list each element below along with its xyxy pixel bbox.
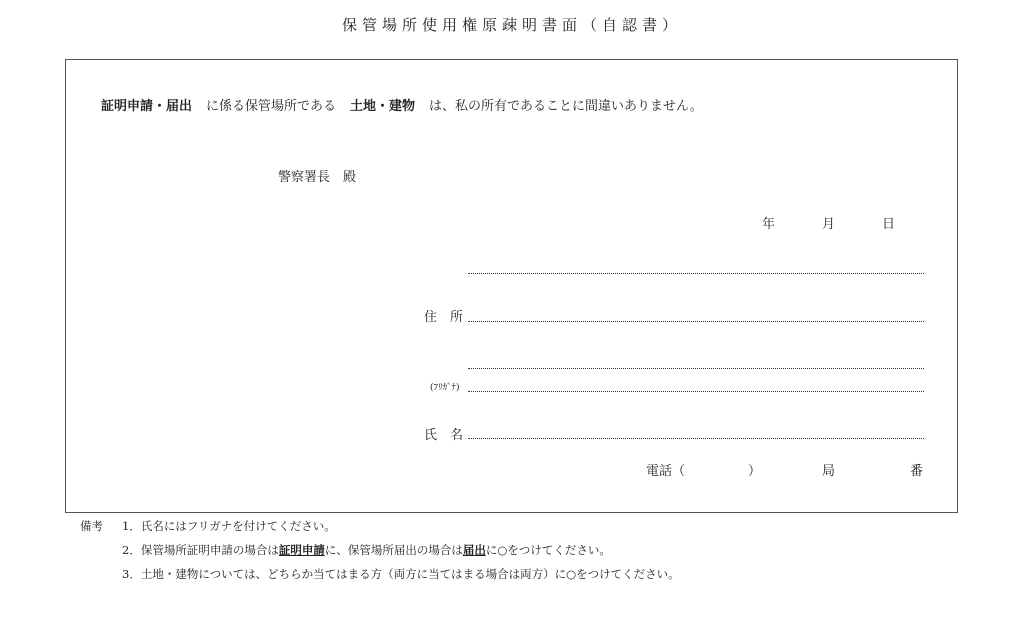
addressee: 警察署長 殿 <box>278 170 357 185</box>
note-2 <box>122 542 611 558</box>
phone-number-label: 番 <box>910 464 924 479</box>
note-2-part-a: 2．保管場所証明申請の場合は <box>122 543 279 557</box>
application-type-options[interactable]: 証明申請・届出 <box>101 99 193 114</box>
furigana-line-upper[interactable] <box>468 368 924 369</box>
address-line-2[interactable] <box>468 321 924 322</box>
property-type-options[interactable]: 土地・建物 <box>350 99 416 114</box>
declaration-statement <box>101 95 703 114</box>
note-2-part-c: に、保管場所届出の場合は <box>324 543 463 557</box>
declaration-box <box>65 59 958 513</box>
note-2-part-e: に○をつけてください。 <box>485 543 611 557</box>
note-2-emph-notification: 届出 <box>462 543 486 557</box>
date-year-label: 年 <box>762 217 776 232</box>
date-month-label: 月 <box>822 217 836 232</box>
date-day-label: 日 <box>882 217 896 232</box>
phone-close-paren: ） <box>748 464 762 479</box>
address-label: 住 所 <box>424 310 464 325</box>
statement-text-2: は、私の所有であることに間違いありません。 <box>429 99 703 114</box>
note-2-emph-certification: 証明申請 <box>278 543 325 557</box>
note-1: 1．氏名にはフリガナを付けてください。 <box>122 519 336 533</box>
phone-exchange-label: 局 <box>822 464 836 479</box>
address-line-1[interactable] <box>468 273 924 274</box>
document-title: 保管場所使用権原疎明書面（自認書） <box>341 16 682 34</box>
furigana-label: (ﾌﾘｶﾞﾅ) <box>430 383 460 393</box>
note-3: 3．土地・建物については、どちらか当てはまる方（両方に当てはまる場合は両方）に○をつけてください。 <box>122 567 680 581</box>
name-label: 氏 名 <box>424 428 464 443</box>
furigana-field[interactable] <box>468 391 924 392</box>
notes-heading: 備考 <box>80 519 103 533</box>
phone-label: 電話（ <box>646 464 686 479</box>
name-field[interactable] <box>468 438 924 439</box>
statement-text-1: に係る保管場所である <box>206 99 337 114</box>
